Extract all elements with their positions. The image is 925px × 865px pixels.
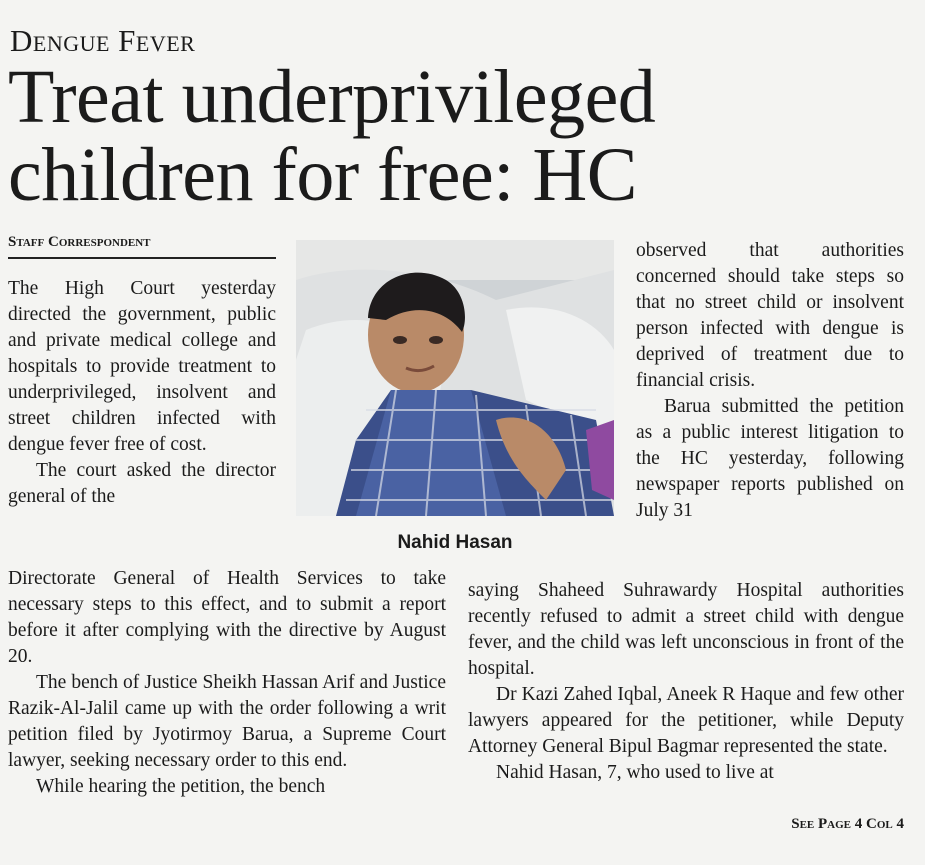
column-3-top: [636, 238, 904, 524]
headline: Treat underprivileged children for free: HC: [8, 55, 656, 217]
paragraph-8: Nahid Hasan, 7, who used to live at: [496, 762, 774, 783]
paragraph-7: Dr Kazi Zahed Iqbal, Aneek R Haque and few other lawyers appeared for the petitioner, while Deputy Attorney General Bipul Bagmar represented the state.: [468, 684, 904, 757]
photo-caption: Nahid Hasan: [397, 532, 513, 553]
paragraph-3: The bench of Justice Sheikh Hassan Arif and Justice Razik-Al-Jalil came up with the order following a writ petition filed by Jyotirmoy Barua, a Supreme Court lawyer, seeking necessary order to this end.: [8, 672, 446, 771]
paragraph-1: The High Court yesterday directed the government, public and private medical college and hospitals to provide treatment to underprivileged, insolvent and street children infected with dengue fever free of cost.: [8, 278, 276, 455]
continued-on-page-link: See Page 4 Col 4: [791, 816, 904, 832]
byline: Staff Correspondent: [8, 234, 276, 259]
paragraph-6-start: Barua submitted the petition as a public interest litigation to the HC yesterday, following newspaper reports published on July 31: [636, 396, 904, 521]
paragraph-2-cont: Directorate General of Health Services to take necessary steps to this effect, and to submit a report before it after complying with the directive by August 20.: [8, 568, 446, 667]
column-3-bottom: [468, 578, 904, 786]
paragraph-5: observed that authorities concerned should take steps so that no street child or insolvent person infected with dengue is deprived of treatment due to financial crisis.: [636, 240, 904, 391]
news-photo: [296, 240, 614, 516]
column-1-bottom: [8, 566, 446, 800]
section-kicker: Dengue Fever: [10, 23, 196, 58]
paragraph-2-start: The court asked the director general of the: [8, 460, 276, 507]
column-1-top: [8, 276, 276, 510]
photo-illustration: [296, 240, 614, 516]
paragraph-6-cont: saying Shaheed Suhrawardy Hospital authorities recently refused to admit a street child with dengue fever, and the child was left unconscious in front of the hospital.: [468, 580, 904, 679]
paragraph-4: While hearing the petition, the bench: [36, 776, 326, 797]
